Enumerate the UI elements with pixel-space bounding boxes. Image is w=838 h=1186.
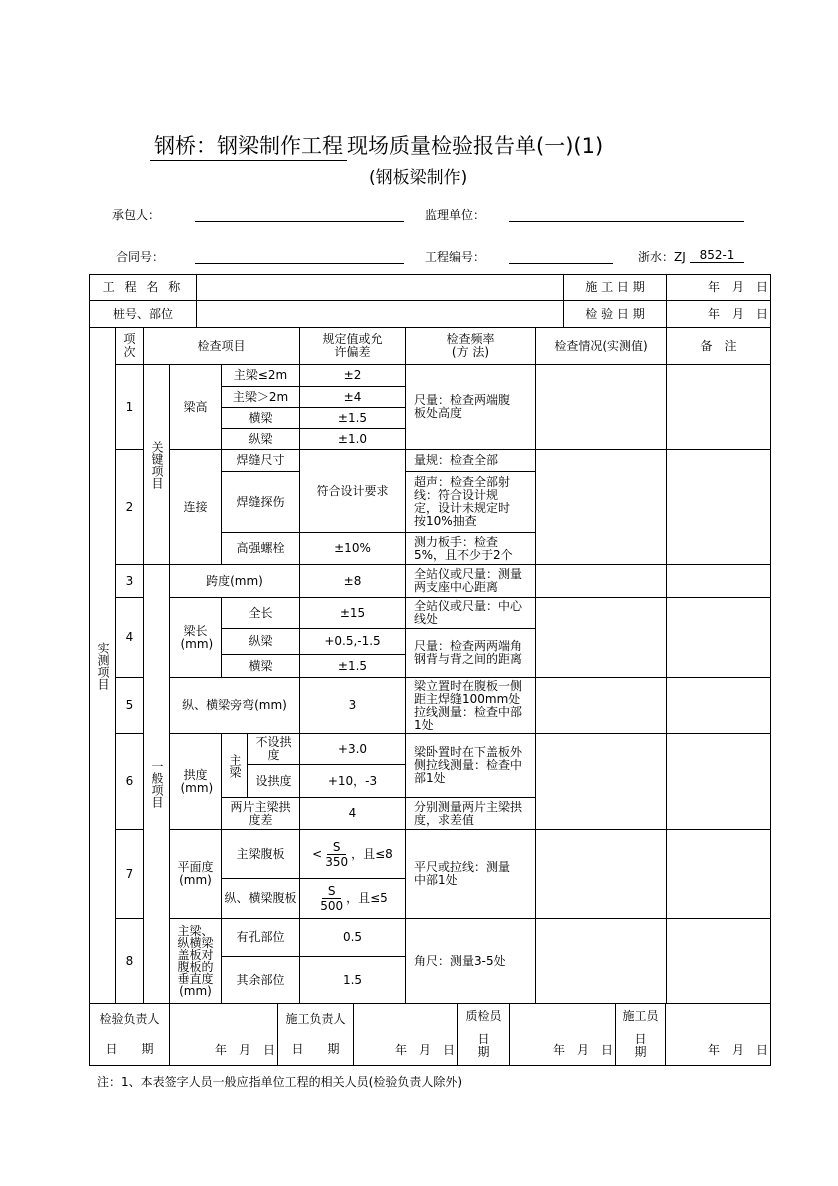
spec-fraction: < $\frac{S}{350}$ ，且≤8 xyxy=(299,829,406,879)
construct-date-field[interactable]: 年 月 日 xyxy=(666,274,771,301)
row-no: 1 xyxy=(115,364,144,450)
spec-fraction: $\frac{S}{500}$ ，且≤5 xyxy=(299,878,406,919)
main-girder-label: 主梁 xyxy=(221,733,248,798)
item-name: 主梁、纵横梁盖板对腹板的垂直度(mm) xyxy=(169,918,222,1004)
project-name-field[interactable] xyxy=(196,274,564,301)
project-no-field[interactable] xyxy=(509,263,613,264)
freq-method: 角尺：测量3-5处 xyxy=(405,918,536,1004)
spec-value: ±8 xyxy=(299,564,406,598)
group-general: 一般项目 xyxy=(143,564,170,1004)
freq-method: 超声：检查全部射线：符合设计规定，设计未规定时按10%抽查 xyxy=(405,471,536,533)
freq-method: 尺量：检查两端腹板处高度 xyxy=(405,364,536,450)
title-main: 现场质量检验报告单(一)(1) xyxy=(347,134,604,158)
item-name: 跨度(mm) xyxy=(169,564,300,598)
spec-value: ±10% xyxy=(299,532,406,565)
freq-method: 全站仪或尺量：测量两支座中心距离 xyxy=(405,564,536,598)
spec-value: 符合设计要求 xyxy=(299,449,406,533)
contractor-field[interactable] xyxy=(195,221,404,222)
result-input-column[interactable] xyxy=(535,364,667,1004)
sub-item: 焊缝尺寸 xyxy=(221,449,300,472)
spec-value: ±1.0 xyxy=(299,428,406,450)
divider xyxy=(535,449,771,450)
subtitle: (钢板梁制作) xyxy=(369,168,468,188)
freq-method: 平尺或拉线：测量中部1处 xyxy=(405,829,536,919)
row-no: 3 xyxy=(115,564,144,598)
contract-no-label: 合同号： xyxy=(116,250,165,264)
sub-item: 焊缝探伤 xyxy=(221,471,300,533)
supervisor-label: 监理单位： xyxy=(425,208,486,222)
spec-value: +0.5,-1.5 xyxy=(299,628,406,655)
sub-item: 有孔部位 xyxy=(221,918,300,957)
project-name-label: 工 程 名 称 xyxy=(89,274,197,301)
row-no: 7 xyxy=(115,829,144,919)
form-number: 852-1 xyxy=(690,248,744,263)
item-name: 平面度(mm) xyxy=(169,829,222,919)
header-item: 检查项目 xyxy=(143,327,300,365)
spec-value: ±4 xyxy=(299,386,406,408)
spec-value: 3 xyxy=(299,677,406,734)
builder-lead-label: 施工负责人 日 期 xyxy=(277,1003,354,1066)
header-spec: 规定值或允许偏差 xyxy=(299,327,406,365)
row-no: 5 xyxy=(115,677,144,734)
sub-item: 设拱度 xyxy=(247,764,300,798)
header-remark: 备 注 xyxy=(666,327,771,365)
header-seq: 项次 xyxy=(115,327,144,365)
sub-item: 纵、横梁腹板 xyxy=(221,878,300,919)
item-name: 梁高 xyxy=(169,364,222,450)
row-no: 2 xyxy=(115,449,144,565)
spec-value: ±15 xyxy=(299,597,406,629)
builder-lead-sign-field[interactable]: 年 月 日 xyxy=(353,1003,458,1066)
title-project: 钢桥：钢梁制作工程 xyxy=(150,134,347,161)
spec-value: ±2 xyxy=(299,364,406,387)
divider xyxy=(535,829,771,830)
station-label: 桩号、部位 xyxy=(89,300,197,328)
divider xyxy=(535,597,771,598)
freq-method: 量规：检查全部 xyxy=(405,449,536,472)
sub-item: 主梁＞2m xyxy=(221,386,300,408)
freq-method: 尺量：检查两两端角钢背与背之间的距离 xyxy=(405,628,536,678)
contractor-label: 承包人： xyxy=(112,208,161,222)
group-key: 关键项目 xyxy=(143,364,170,565)
sub-item: 高强螺栓 xyxy=(221,532,300,565)
spec-value: +3.0 xyxy=(299,733,406,765)
row-no: 4 xyxy=(115,597,144,678)
footnote: 注：1、本表签字人员一般应指单位工程的相关人员(检验负责人除外) xyxy=(97,1075,463,1089)
header-freq: 检查频率(方 法) xyxy=(405,327,536,365)
row-no: 6 xyxy=(115,733,144,830)
inspector-label: 检验负责人 日 期 xyxy=(89,1003,170,1066)
sub-item: 主梁腹板 xyxy=(221,829,300,879)
sub-item: 两片主梁拱度差 xyxy=(221,797,300,830)
sub-item: 横梁 xyxy=(221,407,300,429)
sub-item: 横梁 xyxy=(221,654,300,678)
spec-value: 4 xyxy=(299,797,406,830)
row-no: 8 xyxy=(115,918,144,1004)
worker-label: 施工员 日 期 xyxy=(615,1003,666,1066)
sub-item: 主梁≤2m xyxy=(221,364,300,387)
sub-item: 其余部位 xyxy=(221,956,300,1004)
inspect-date-field[interactable]: 年 月 日 xyxy=(666,300,771,328)
qc-label: 质检员 日 期 xyxy=(457,1003,510,1066)
spec-value: ±1.5 xyxy=(299,654,406,678)
item-name: 拱度(mm) xyxy=(169,733,222,830)
contract-no-field[interactable] xyxy=(195,263,404,264)
divider xyxy=(535,564,771,565)
freq-method: 测力板手：检查5%，且不少于2个 xyxy=(405,532,536,565)
construct-date-label: 施 工 日 期 xyxy=(563,274,667,301)
header-result: 检查情况(实测值) xyxy=(535,327,667,365)
freq-method: 梁卧置时在下盖板外侧拉线测量：检查中部1处 xyxy=(405,733,536,798)
sub-item: 全长 xyxy=(221,597,300,629)
sub-item: 不设拱度 xyxy=(247,733,300,765)
item-name: 纵、横梁旁弯(mm) xyxy=(169,677,300,734)
item-name: 梁长(mm) xyxy=(169,597,222,678)
spec-value: 0.5 xyxy=(299,918,406,957)
worker-sign-field[interactable]: 年 月 日 xyxy=(665,1003,771,1066)
freq-method: 全站仪或尺量：中心线处 xyxy=(405,597,536,629)
spec-value: ±1.5 xyxy=(299,407,406,429)
divider xyxy=(535,918,771,919)
inspect-date-label: 检 验 日 期 xyxy=(563,300,667,328)
station-field[interactable] xyxy=(196,300,564,328)
divider xyxy=(535,677,771,678)
supervisor-field[interactable] xyxy=(509,221,744,222)
form-prefix: 浙水：ZJ xyxy=(638,250,686,264)
sub-item: 纵梁 xyxy=(221,628,300,655)
title xyxy=(150,130,603,160)
inspector-sign-field[interactable]: 年 月 日 xyxy=(169,1003,278,1066)
category-measured: 实测项目 xyxy=(89,327,116,1004)
project-no-label: 工程编号： xyxy=(425,250,486,264)
remark-input-column[interactable] xyxy=(666,364,771,1004)
qc-sign-field[interactable]: 年 月 日 xyxy=(509,1003,616,1066)
spec-value: +10，-3 xyxy=(299,764,406,798)
sub-item: 纵梁 xyxy=(221,428,300,450)
divider xyxy=(535,733,771,734)
spec-value: 1.5 xyxy=(299,956,406,1004)
freq-method: 分别测量两片主梁拱度，求差值 xyxy=(405,797,536,830)
freq-method: 梁立置时在腹板一侧距主焊缝100mm处拉线测量：检查中部1处 xyxy=(405,677,536,734)
item-name: 连接 xyxy=(169,449,222,565)
